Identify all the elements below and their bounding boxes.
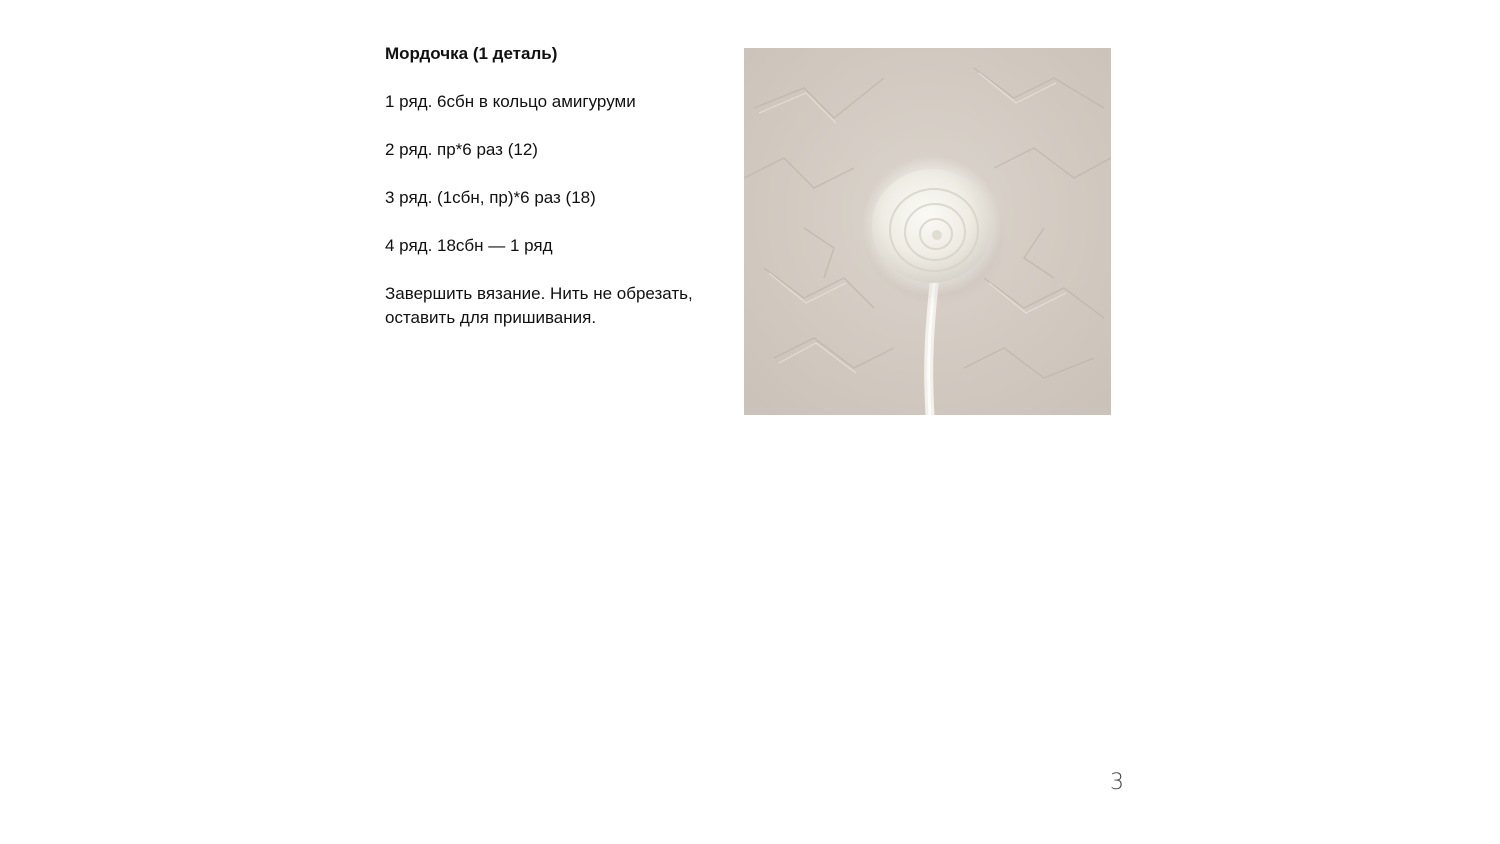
row-step-4: 4 ряд. 18сбн — 1 ряд <box>385 236 553 255</box>
page-number: 3 <box>1110 770 1124 795</box>
muzzle-photo <box>744 48 1111 415</box>
muzzle-photo-illustration <box>744 48 1111 415</box>
row-step-3: 3 ряд. (1сбн, пр)*6 раз (18) <box>385 188 596 207</box>
row-step-2: 2 ряд. пр*6 раз (12) <box>385 140 538 159</box>
finishing-instruction: Завершить вязание. Нить не обрезать, оставить для пришивания. <box>385 284 693 327</box>
row-step-1: 1 ряд. 6сбн в кольцо амигуруми <box>385 92 636 111</box>
pattern-text-block <box>385 42 725 354</box>
section-title: Мордочка (1 деталь) <box>385 44 558 63</box>
